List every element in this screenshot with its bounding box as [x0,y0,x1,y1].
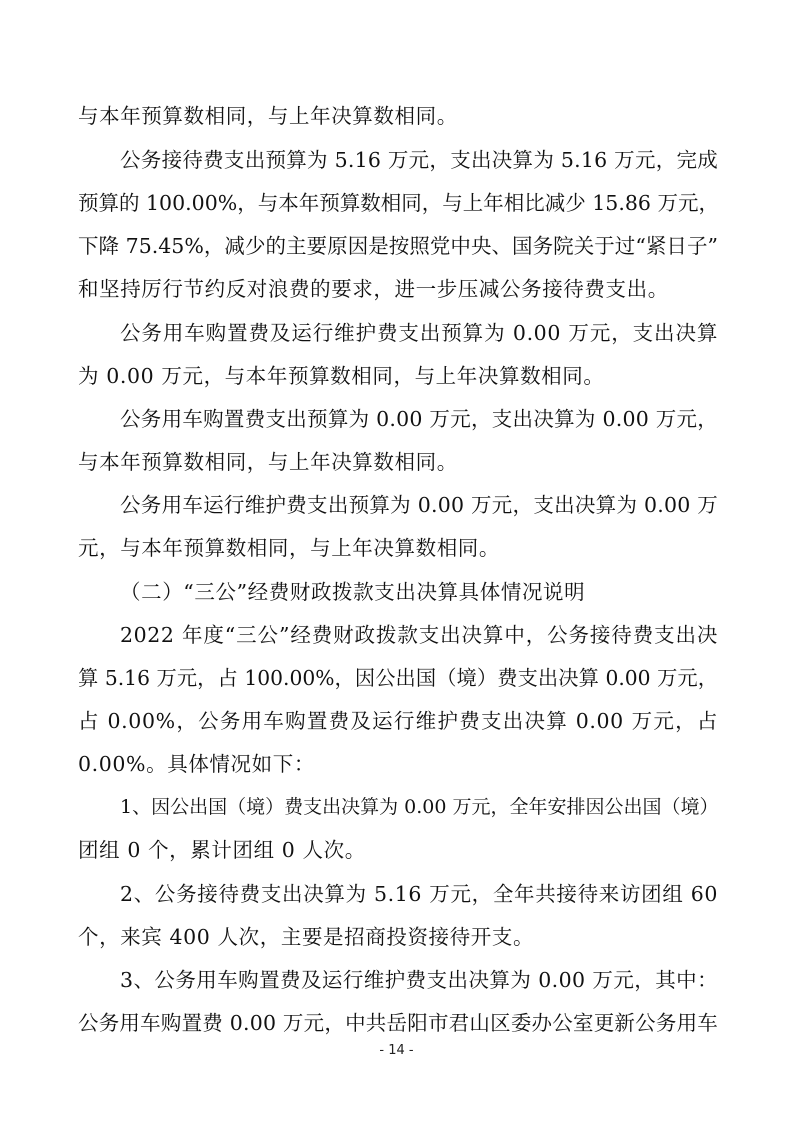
text-line: 下降 75.45%，减少的主要原因是按照党中央、国务院关于过“紧日子” [78,234,718,258]
page-number: - 14 - [379,1043,414,1058]
text-line: 1、因公出国（境）费支出决算为 0.00 万元，全年安排因公出国（境） [120,796,719,818]
text-line: 团组 0 个，累计团组 0 人次。 [78,838,366,862]
text-line: 占 0.00%，公务用车购置费及运行维护费支出决算 0.00 万元，占 [78,709,718,733]
text-line: 2022 年度“三公”经费财政拨款支出决算中，公务接待费支出决 [120,623,718,647]
text-line: 个，来宾 400 人次，主要是招商投资接待开支。 [78,925,535,949]
text-line: 公务用车购置费及运行维护费支出预算为 0.00 万元，支出决算 [120,321,718,345]
text-line: 算 5.16 万元，占 100.00%，因公出国（境）费支出决算 0.00 万元， [78,666,718,690]
text-line: 公务接待费支出预算为 5.16 万元，支出决算为 5.16 万元，完成 [120,148,718,172]
text-line: 与本年预算数相同，与上年决算数相同。 [78,104,458,128]
text-line: 2、公务接待费支出决算为 5.16 万元，全年共接待来访团组 60 [120,882,718,906]
text-line: 元，与本年预算数相同，与上年决算数相同。 [78,536,500,560]
text-line: 公务用车购置费 0.00 万元，中共岳阳市君山区委办公室更新公务用车 [78,1011,718,1035]
text-line: 和坚持厉行节约反对浪费的要求，进一步压减公务接待费支出。 [78,277,669,301]
text-line: 预算的 100.00%，与本年预算数相同，与上年相比减少 15.86 万元， [78,191,719,215]
text-line: 公务用车购置费支出预算为 0.00 万元，支出决算为 0.00 万元， [120,407,718,431]
section-heading: （二）“三公”经费财政拨款支出决算具体情况说明 [120,580,586,604]
text-line: 3、公务用车购置费及运行维护费支出决算为 0.00 万元，其中： [120,968,718,992]
text-line: 0.00%。具体情况如下： [78,752,315,776]
text-line: 公务用车运行维护费支出预算为 0.00 万元，支出决算为 0.00 万 [120,493,718,517]
text-line: 与本年预算数相同，与上年决算数相同。 [78,450,458,474]
text-line: 为 0.00 万元，与本年预算数相同，与上年决算数相同。 [78,364,605,388]
